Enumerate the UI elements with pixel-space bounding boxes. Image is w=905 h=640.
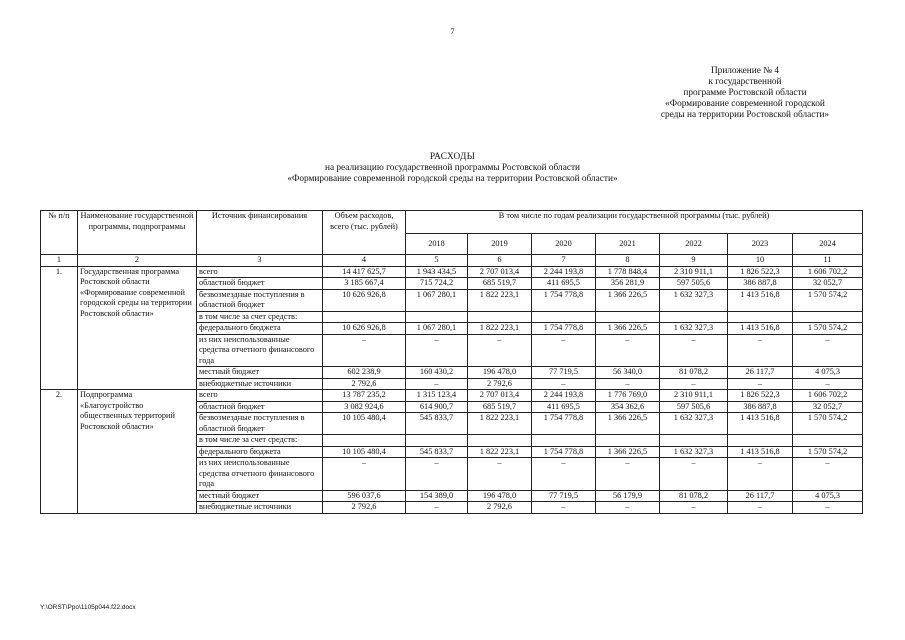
total-value: – <box>323 334 406 367</box>
year-value <box>660 311 728 323</box>
year-value: – <box>468 458 532 491</box>
year-value: 1 822 223,1 <box>468 413 532 435</box>
year-value: – <box>728 378 793 390</box>
program-name: Подпрограмма «Благоустройство общественных территорий Ростовской области» <box>78 390 197 514</box>
header-source: Источник финансирования <box>197 211 323 255</box>
funding-source: в том числе за счет средств: <box>197 311 323 323</box>
expenses-table <box>40 210 863 514</box>
year-value: 4 075,3 <box>793 490 863 502</box>
total-value: 2 792,6 <box>323 378 406 390</box>
year-value: – <box>406 458 468 491</box>
header-year: 2018 <box>406 234 468 255</box>
year-value: 1 366 226,5 <box>596 446 660 458</box>
total-value: 596 037,6 <box>323 490 406 502</box>
year-value: – <box>728 334 793 367</box>
year-value: 2 707 013,4 <box>468 266 532 278</box>
total-value: 13 787 235,2 <box>323 390 406 402</box>
row-number: 2. <box>41 390 78 514</box>
column-index: 8 <box>596 255 660 267</box>
year-value: – <box>406 334 468 367</box>
total-value: 3 185 667,4 <box>323 278 406 290</box>
year-value: 1 822 223,1 <box>468 323 532 335</box>
funding-source: федерального бюджета <box>197 446 323 458</box>
year-value: 81 078,2 <box>660 367 728 379</box>
total-value: 14 417 625,7 <box>323 266 406 278</box>
year-value: 685 519,7 <box>468 401 532 413</box>
total-value <box>323 435 406 447</box>
funding-source: в том числе за счет средств: <box>197 435 323 447</box>
year-value: 196 478,0 <box>468 367 532 379</box>
table-row <box>41 390 863 402</box>
year-value: 81 078,2 <box>660 490 728 502</box>
year-value: 1 366 226,5 <box>596 289 660 311</box>
year-value <box>793 311 863 323</box>
year-value: 56 179,9 <box>596 490 660 502</box>
year-value: 1 754 778,8 <box>532 323 596 335</box>
appendix-line: программе Ростовской области <box>683 88 807 98</box>
year-value: 1 606 702,2 <box>793 390 863 402</box>
year-value: 1 366 226,5 <box>596 413 660 435</box>
header-year: 2019 <box>468 234 532 255</box>
row-number: 1. <box>41 266 78 390</box>
year-value: – <box>793 334 863 367</box>
total-value <box>323 311 406 323</box>
year-value: 1 413 516,8 <box>728 413 793 435</box>
year-value: 1 413 516,8 <box>728 289 793 311</box>
appendix-block <box>620 66 870 121</box>
header-by-years: В том числе по годам реализации государственной программы (тыс. рублей) <box>406 211 863 234</box>
year-value: – <box>793 378 863 390</box>
year-value: 77 719,5 <box>532 490 596 502</box>
year-value: – <box>532 458 596 491</box>
year-value: 4 075,3 <box>793 367 863 379</box>
title-line: «Формирование современной городской среды на территории Ростовской области» <box>287 174 618 184</box>
year-value <box>468 435 532 447</box>
year-value: 2 244 193,8 <box>532 266 596 278</box>
year-value: 354 362,6 <box>596 401 660 413</box>
total-value: 602 238,9 <box>323 367 406 379</box>
year-value: 1 776 769,0 <box>596 390 660 402</box>
year-value: 1 632 327,3 <box>660 323 728 335</box>
year-value: 715 724,2 <box>406 278 468 290</box>
year-value <box>532 435 596 447</box>
year-value: 1 632 327,3 <box>660 289 728 311</box>
year-value <box>468 311 532 323</box>
year-value: 411 695,5 <box>532 278 596 290</box>
year-value: 56 340,0 <box>596 367 660 379</box>
header-name: Наименование государственной программы, подпрограммы <box>78 211 197 255</box>
header-year: 2023 <box>728 234 793 255</box>
year-value: 685 519,7 <box>468 278 532 290</box>
column-index: 2 <box>78 255 197 267</box>
year-value <box>596 435 660 447</box>
year-value: 2 310 911,1 <box>660 266 728 278</box>
document-title <box>0 152 905 185</box>
year-value: 160 430,2 <box>406 367 468 379</box>
year-value: 386 887,8 <box>728 278 793 290</box>
year-value: – <box>596 502 660 514</box>
header-num: № п/п <box>41 211 78 255</box>
column-index: 5 <box>406 255 468 267</box>
year-value: 1 826 522,3 <box>728 390 793 402</box>
year-value: 196 478,0 <box>468 490 532 502</box>
year-value: 1 606 702,2 <box>793 266 863 278</box>
year-value: 26 117,7 <box>728 490 793 502</box>
year-value: 1 632 327,3 <box>660 446 728 458</box>
column-index: 6 <box>468 255 532 267</box>
year-value: 1 315 123,4 <box>406 390 468 402</box>
title-line: на реализацию государственной программы Ростовской области <box>324 163 580 173</box>
year-value: – <box>660 334 728 367</box>
year-value: 2 244 193,8 <box>532 390 596 402</box>
year-value <box>406 435 468 447</box>
column-index: 10 <box>728 255 793 267</box>
year-value: 2 707 013,4 <box>468 390 532 402</box>
title-main: РАСХОДЫ <box>429 152 476 162</box>
program-name: Государственная программа Ростовской области «Формирование современной городской среды на территории Ростовской области» <box>78 266 197 390</box>
total-value: 3 082 924,6 <box>323 401 406 413</box>
year-value: 1 778 848,4 <box>596 266 660 278</box>
year-value: 32 052,7 <box>793 401 863 413</box>
appendix-line: среды на территории Ростовской области» <box>660 110 830 120</box>
header-year: 2022 <box>660 234 728 255</box>
year-value <box>406 311 468 323</box>
funding-source: безвозмездные поступления в областной бюджет <box>197 289 323 311</box>
funding-source: областной бюджет <box>197 278 323 290</box>
year-value: 1 570 574,2 <box>793 323 863 335</box>
year-value: 545 833,7 <box>406 413 468 435</box>
funding-source: безвозмездные поступления в областной бюджет <box>197 413 323 435</box>
year-value: – <box>406 502 468 514</box>
year-value <box>532 311 596 323</box>
page-number: 7 <box>450 27 455 36</box>
year-value: 597 505,6 <box>660 278 728 290</box>
year-value <box>596 311 660 323</box>
funding-source: из них неиспользованные средства отчетного финансового года <box>197 334 323 367</box>
year-value: 2 310 911,1 <box>660 390 728 402</box>
year-value: 1 067 280,1 <box>406 289 468 311</box>
year-value: – <box>596 378 660 390</box>
year-value: – <box>660 502 728 514</box>
year-value: – <box>660 458 728 491</box>
funding-source: всего <box>197 266 323 278</box>
year-value: 614 900,7 <box>406 401 468 413</box>
year-value: 1 067 280,1 <box>406 323 468 335</box>
year-value: 545 833,7 <box>406 446 468 458</box>
year-value: 386 887,8 <box>728 401 793 413</box>
year-value: 597 505,6 <box>660 401 728 413</box>
year-value: – <box>596 334 660 367</box>
year-value: 26 117,7 <box>728 367 793 379</box>
year-value: 1 754 778,8 <box>532 413 596 435</box>
file-path-footer: Y:\ORST\Ppo\1105p044.f22.docx <box>40 604 136 611</box>
year-value: 1 632 327,3 <box>660 413 728 435</box>
total-value: – <box>323 458 406 491</box>
column-index: 3 <box>197 255 323 267</box>
total-value: 10 626 926,8 <box>323 289 406 311</box>
year-value: – <box>406 378 468 390</box>
funding-source: федерального бюджета <box>197 323 323 335</box>
year-value: 1 754 778,8 <box>532 446 596 458</box>
table-row <box>41 266 863 278</box>
column-index: 4 <box>323 255 406 267</box>
year-value: 32 052,7 <box>793 278 863 290</box>
total-value: 10 105 480,4 <box>323 446 406 458</box>
year-value: – <box>468 334 532 367</box>
year-value: – <box>728 458 793 491</box>
funding-source: всего <box>197 390 323 402</box>
funding-source: местный бюджет <box>197 490 323 502</box>
appendix-line: «Формирование современной городской <box>665 99 825 109</box>
year-value: 2 792,6 <box>468 378 532 390</box>
year-value: – <box>532 378 596 390</box>
column-index: 1 <box>41 255 78 267</box>
funding-source: внебюджетные источники <box>197 378 323 390</box>
header-year: 2024 <box>793 234 863 255</box>
year-value: 411 695,5 <box>532 401 596 413</box>
year-value: 1 366 226,5 <box>596 323 660 335</box>
header-year: 2021 <box>596 234 660 255</box>
funding-source: областной бюджет <box>197 401 323 413</box>
year-value <box>728 435 793 447</box>
year-value: 1 822 223,1 <box>468 289 532 311</box>
total-value: 2 792,6 <box>323 502 406 514</box>
year-value: – <box>532 334 596 367</box>
year-value: 1 943 434,5 <box>406 266 468 278</box>
year-value: – <box>793 502 863 514</box>
year-value <box>793 435 863 447</box>
year-value: 2 792,6 <box>468 502 532 514</box>
year-value: 1 570 574,2 <box>793 413 863 435</box>
year-value: 1 754 778,8 <box>532 289 596 311</box>
year-value: – <box>728 502 793 514</box>
year-value: 1 570 574,2 <box>793 446 863 458</box>
funding-source: из них неиспользованные средства отчетного финансового года <box>197 458 323 491</box>
funding-source: местный бюджет <box>197 367 323 379</box>
year-value: 154 389,0 <box>406 490 468 502</box>
appendix-line: к государственной <box>708 77 782 87</box>
year-value: 1 826 522,3 <box>728 266 793 278</box>
total-value: 10 626 926,8 <box>323 323 406 335</box>
year-value: 356 281,9 <box>596 278 660 290</box>
year-value: 1 413 516,8 <box>728 446 793 458</box>
year-value: – <box>532 502 596 514</box>
column-index: 9 <box>660 255 728 267</box>
column-index: 11 <box>793 255 863 267</box>
year-value: – <box>596 458 660 491</box>
year-value: 1 822 223,1 <box>468 446 532 458</box>
year-value <box>728 311 793 323</box>
year-value <box>660 435 728 447</box>
appendix-line: Приложение № 4 <box>710 66 780 76</box>
total-value: 10 105 480,4 <box>323 413 406 435</box>
funding-source: внебюджетные источники <box>197 502 323 514</box>
year-value: – <box>660 378 728 390</box>
year-value: – <box>793 458 863 491</box>
column-index: 7 <box>532 255 596 267</box>
year-value: 77 719,5 <box>532 367 596 379</box>
header-year: 2020 <box>532 234 596 255</box>
header-total: Объем расходов, всего (тыс. рублей) <box>323 211 406 255</box>
year-value: 1 413 516,8 <box>728 323 793 335</box>
year-value: 1 570 574,2 <box>793 289 863 311</box>
